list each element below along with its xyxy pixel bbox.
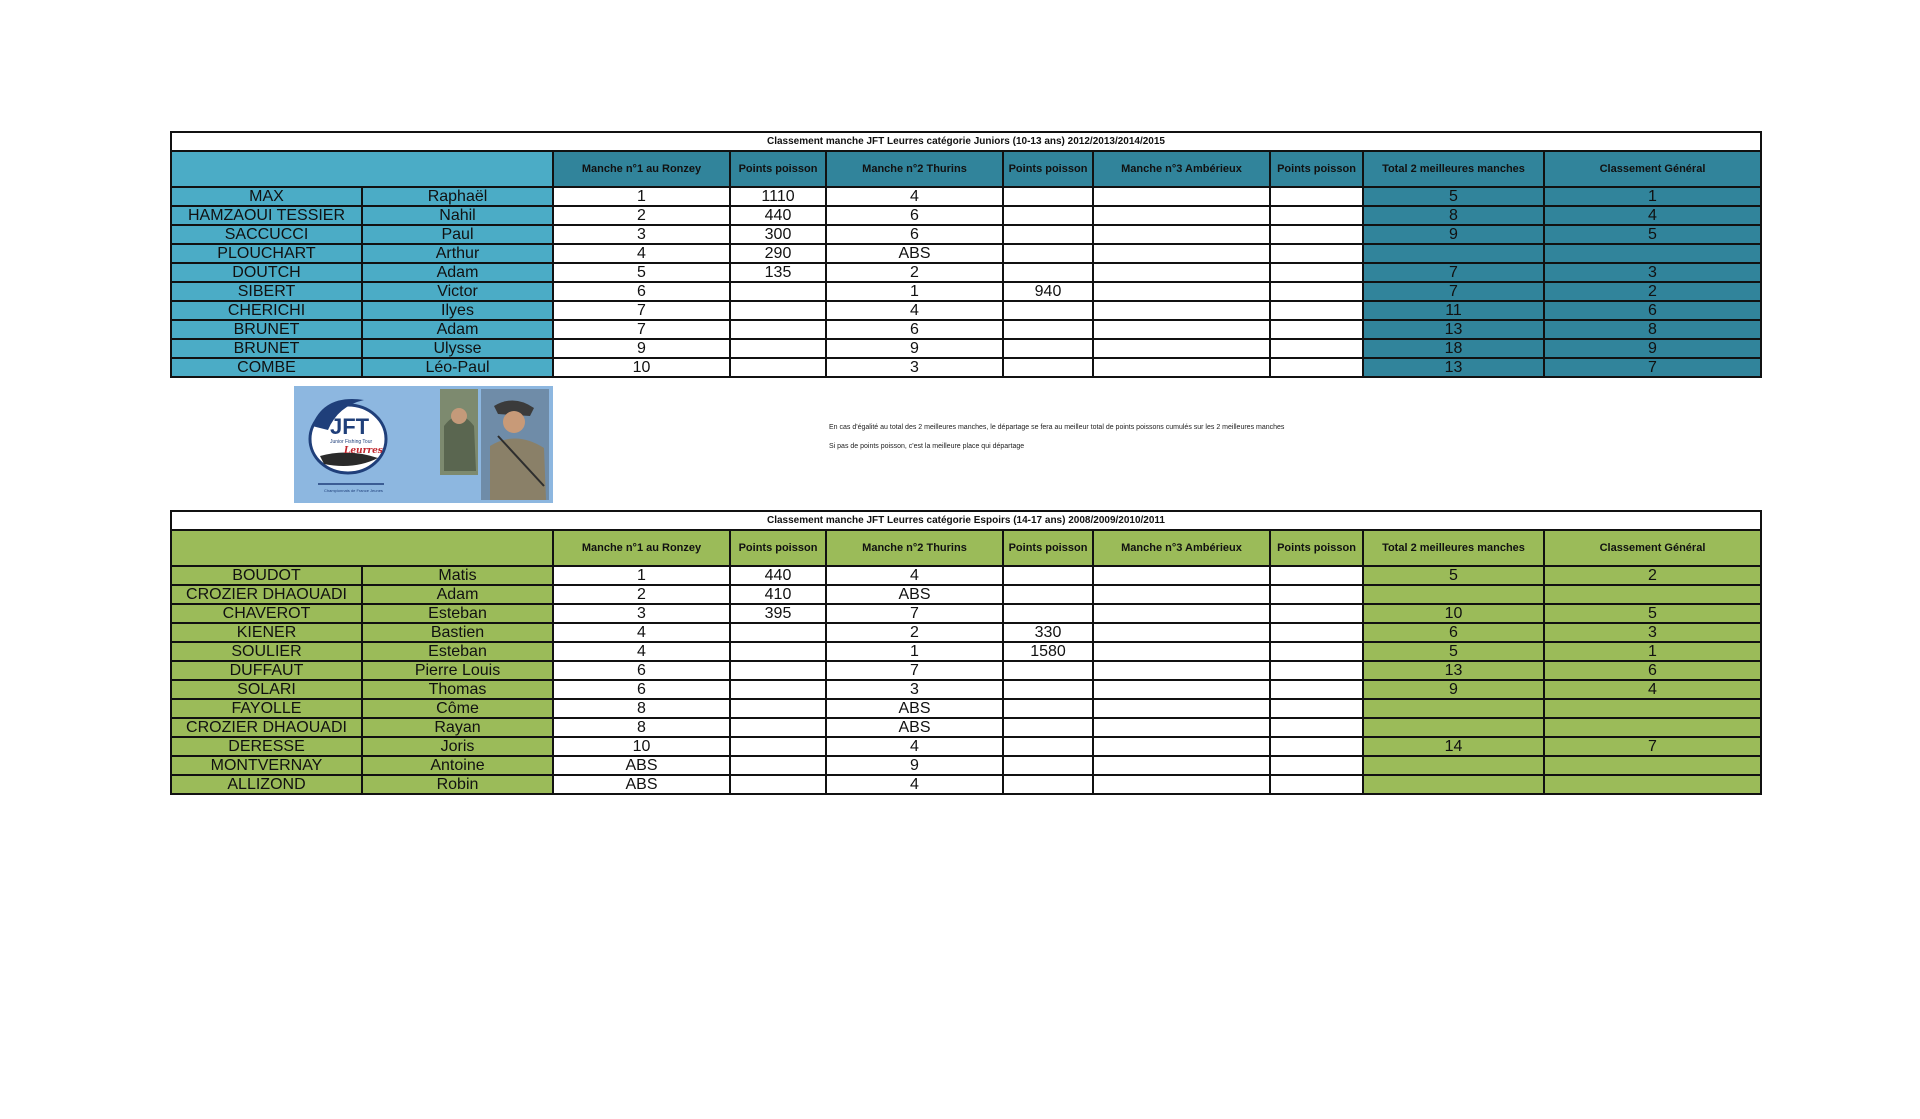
manche1-rank-cell: 3 — [553, 225, 730, 244]
manche2-rank-cell: 3 — [826, 358, 1003, 377]
first-name-cell: Thomas — [362, 680, 553, 699]
manche3-rank-cell — [1093, 623, 1270, 642]
total-best-two-cell — [1363, 756, 1544, 775]
header-blank — [171, 151, 553, 187]
table-row — [171, 642, 1761, 661]
manche3-points-cell — [1270, 339, 1363, 358]
header-manche3: Manche n°3 Ambérieux — [1093, 151, 1270, 187]
manche1-rank-cell: 9 — [553, 339, 730, 358]
manche1-rank-cell: 2 — [553, 206, 730, 225]
first-name-cell: Côme — [362, 699, 553, 718]
manche3-points-cell — [1270, 320, 1363, 339]
first-name-cell: Arthur — [362, 244, 553, 263]
manche1-rank-cell: 1 — [553, 566, 730, 585]
manche2-rank-cell: 9 — [826, 756, 1003, 775]
manche1-rank-cell: 2 — [553, 585, 730, 604]
manche2-rank-cell: ABS — [826, 718, 1003, 737]
manche2-rank-cell: 4 — [826, 775, 1003, 794]
espoirs-table — [170, 510, 1762, 795]
manche1-points-cell: 395 — [730, 604, 826, 623]
table-row — [171, 187, 1761, 206]
header-total: Total 2 meilleures manches — [1363, 530, 1544, 566]
manche2-rank-cell: ABS — [826, 244, 1003, 263]
manche2-rank-cell: 4 — [826, 737, 1003, 756]
general-ranking-cell: 3 — [1544, 263, 1761, 282]
general-ranking-cell — [1544, 718, 1761, 737]
manche3-rank-cell — [1093, 206, 1270, 225]
table-row — [171, 358, 1761, 377]
first-name-cell: Rayan — [362, 718, 553, 737]
manche2-points-cell — [1003, 585, 1093, 604]
manche3-rank-cell — [1093, 604, 1270, 623]
manche2-points-cell — [1003, 225, 1093, 244]
table-row — [171, 320, 1761, 339]
first-name-cell: Adam — [362, 585, 553, 604]
logo-caption: Championnats de France Jeunes — [324, 488, 383, 493]
manche3-points-cell — [1270, 244, 1363, 263]
total-best-two-cell: 7 — [1363, 263, 1544, 282]
general-ranking-cell: 1 — [1544, 642, 1761, 661]
manche3-rank-cell — [1093, 718, 1270, 737]
general-ranking-cell — [1544, 244, 1761, 263]
manche3-points-cell — [1270, 358, 1363, 377]
manche3-points-cell — [1270, 206, 1363, 225]
manche1-points-cell: 1110 — [730, 187, 826, 206]
manche2-rank-cell: 1 — [826, 642, 1003, 661]
manche1-points-cell — [730, 623, 826, 642]
manche2-rank-cell: 1 — [826, 282, 1003, 301]
juniors-table — [170, 131, 1762, 378]
manche3-points-cell — [1270, 699, 1363, 718]
general-ranking-cell: 6 — [1544, 301, 1761, 320]
last-name-cell: KIENER — [171, 623, 362, 642]
total-best-two-cell: 9 — [1363, 225, 1544, 244]
total-best-two-cell: 13 — [1363, 320, 1544, 339]
first-name-cell: Léo-Paul — [362, 358, 553, 377]
manche3-rank-cell — [1093, 699, 1270, 718]
header-points2: Points poisson — [1003, 151, 1093, 187]
manche3-rank-cell — [1093, 339, 1270, 358]
header-points3: Points poisson — [1270, 530, 1363, 566]
manche2-points-cell — [1003, 699, 1093, 718]
manche1-points-cell: 290 — [730, 244, 826, 263]
manche2-points-cell — [1003, 756, 1093, 775]
header-total: Total 2 meilleures manches — [1363, 151, 1544, 187]
manche1-rank-cell: ABS — [553, 775, 730, 794]
first-name-cell: Pierre Louis — [362, 661, 553, 680]
last-name-cell: HAMZAOUI TESSIER — [171, 206, 362, 225]
manche1-points-cell: 135 — [730, 263, 826, 282]
table-row — [171, 604, 1761, 623]
manche1-points-cell — [730, 775, 826, 794]
manche2-rank-cell: 2 — [826, 263, 1003, 282]
manche3-points-cell — [1270, 775, 1363, 794]
first-name-cell: Adam — [362, 263, 553, 282]
manche1-points-cell — [730, 358, 826, 377]
general-ranking-cell: 6 — [1544, 661, 1761, 680]
manche1-rank-cell: 7 — [553, 301, 730, 320]
manche1-points-cell — [730, 699, 826, 718]
total-best-two-cell: 5 — [1363, 187, 1544, 206]
manche3-points-cell — [1270, 718, 1363, 737]
header-points1: Points poisson — [730, 151, 826, 187]
general-ranking-cell: 9 — [1544, 339, 1761, 358]
first-name-cell: Joris — [362, 737, 553, 756]
total-best-two-cell — [1363, 699, 1544, 718]
manche3-points-cell — [1270, 301, 1363, 320]
table-row — [171, 756, 1761, 775]
manche1-points-cell — [730, 680, 826, 699]
manche1-rank-cell: 8 — [553, 718, 730, 737]
last-name-cell: FAYOLLE — [171, 699, 362, 718]
table-row — [171, 566, 1761, 585]
total-best-two-cell: 18 — [1363, 339, 1544, 358]
last-name-cell: ALLIZOND — [171, 775, 362, 794]
first-name-cell: Antoine — [362, 756, 553, 775]
manche3-points-cell — [1270, 737, 1363, 756]
manche3-rank-cell — [1093, 320, 1270, 339]
last-name-cell: COMBE — [171, 358, 362, 377]
last-name-cell: MAX — [171, 187, 362, 206]
general-ranking-cell — [1544, 699, 1761, 718]
manche3-rank-cell — [1093, 661, 1270, 680]
last-name-cell: CHERICHI — [171, 301, 362, 320]
manche2-rank-cell: 3 — [826, 680, 1003, 699]
manche2-points-cell — [1003, 604, 1093, 623]
manche3-rank-cell — [1093, 756, 1270, 775]
last-name-cell: SOULIER — [171, 642, 362, 661]
manche2-rank-cell: 7 — [826, 661, 1003, 680]
total-best-two-cell — [1363, 585, 1544, 604]
manche2-rank-cell: 6 — [826, 225, 1003, 244]
last-name-cell: BRUNET — [171, 320, 362, 339]
last-name-cell: MONTVERNAY — [171, 756, 362, 775]
logo-brand: JFT — [330, 414, 370, 439]
general-ranking-cell — [1544, 585, 1761, 604]
total-best-two-cell: 5 — [1363, 642, 1544, 661]
manche3-rank-cell — [1093, 244, 1270, 263]
manche1-points-cell — [730, 737, 826, 756]
manche1-rank-cell: 4 — [553, 642, 730, 661]
total-best-two-cell — [1363, 718, 1544, 737]
table-row — [171, 282, 1761, 301]
first-name-cell: Raphaël — [362, 187, 553, 206]
header-points3: Points poisson — [1270, 151, 1363, 187]
manche1-rank-cell: 10 — [553, 358, 730, 377]
table-row — [171, 737, 1761, 756]
header-points2: Points poisson — [1003, 530, 1093, 566]
table-row — [171, 339, 1761, 358]
manche1-rank-cell: 1 — [553, 187, 730, 206]
last-name-cell: CROZIER DHAOUADI — [171, 585, 362, 604]
first-name-cell: Victor — [362, 282, 553, 301]
first-name-cell: Esteban — [362, 642, 553, 661]
table-row — [171, 699, 1761, 718]
manche1-points-cell: 410 — [730, 585, 826, 604]
manche1-rank-cell: 3 — [553, 604, 730, 623]
manche2-rank-cell: 6 — [826, 206, 1003, 225]
last-name-cell: BOUDOT — [171, 566, 362, 585]
manche1-rank-cell: 6 — [553, 661, 730, 680]
total-best-two-cell: 13 — [1363, 661, 1544, 680]
manche1-rank-cell: 4 — [553, 623, 730, 642]
manche1-rank-cell: 6 — [553, 282, 730, 301]
manche1-points-cell — [730, 756, 826, 775]
manche1-rank-cell: 7 — [553, 320, 730, 339]
header-blank — [171, 530, 553, 566]
total-best-two-cell — [1363, 775, 1544, 794]
manche3-rank-cell — [1093, 187, 1270, 206]
total-best-two-cell: 10 — [1363, 604, 1544, 623]
table-row — [171, 775, 1761, 794]
manche1-points-cell: 300 — [730, 225, 826, 244]
total-best-two-cell — [1363, 244, 1544, 263]
logo-subtitle: Junior Fishing Tour — [330, 439, 373, 445]
general-ranking-cell: 4 — [1544, 206, 1761, 225]
table-row — [171, 680, 1761, 699]
manche2-points-cell: 1580 — [1003, 642, 1093, 661]
manche3-rank-cell — [1093, 737, 1270, 756]
table-title: Classement manche JFT Leurres catégorie Juniors (10-13 ans) 2012/2013/2014/2015 — [171, 132, 1761, 151]
jft-logo-graphic — [294, 386, 553, 503]
general-ranking-cell: 2 — [1544, 282, 1761, 301]
manche2-rank-cell: 4 — [826, 187, 1003, 206]
manche2-points-cell — [1003, 301, 1093, 320]
manche1-points-cell — [730, 661, 826, 680]
last-name-cell: PLOUCHART — [171, 244, 362, 263]
manche3-rank-cell — [1093, 263, 1270, 282]
manche2-rank-cell: 4 — [826, 566, 1003, 585]
table-row — [171, 301, 1761, 320]
table-row — [171, 244, 1761, 263]
manche3-rank-cell — [1093, 282, 1270, 301]
total-best-two-cell: 8 — [1363, 206, 1544, 225]
manche1-points-cell — [730, 320, 826, 339]
header-manche2: Manche n°2 Thurins — [826, 530, 1003, 566]
manche1-points-cell: 440 — [730, 206, 826, 225]
last-name-cell: SIBERT — [171, 282, 362, 301]
manche2-points-cell — [1003, 358, 1093, 377]
manche3-rank-cell — [1093, 566, 1270, 585]
last-name-cell: DERESSE — [171, 737, 362, 756]
manche2-points-cell — [1003, 206, 1093, 225]
manche1-points-cell — [730, 339, 826, 358]
manche2-points-cell — [1003, 244, 1093, 263]
manche1-rank-cell: 6 — [553, 680, 730, 699]
manche3-points-cell — [1270, 585, 1363, 604]
last-name-cell: SACCUCCI — [171, 225, 362, 244]
general-ranking-cell — [1544, 775, 1761, 794]
manche2-points-cell — [1003, 339, 1093, 358]
manche1-points-cell — [730, 718, 826, 737]
logo-script: Leurres — [344, 446, 383, 456]
general-ranking-cell: 7 — [1544, 737, 1761, 756]
manche3-rank-cell — [1093, 680, 1270, 699]
jft-logo — [294, 386, 553, 503]
note-no-points: Si pas de points poisson, c'est la meilleure place qui départage — [829, 443, 1025, 450]
table-row — [171, 263, 1761, 282]
manche3-points-cell — [1270, 566, 1363, 585]
table-row — [171, 225, 1761, 244]
manche2-points-cell — [1003, 718, 1093, 737]
manche2-rank-cell: 6 — [826, 320, 1003, 339]
general-ranking-cell: 1 — [1544, 187, 1761, 206]
general-ranking-cell: 7 — [1544, 358, 1761, 377]
manche1-points-cell: 440 — [730, 566, 826, 585]
manche2-points-cell — [1003, 566, 1093, 585]
total-best-two-cell: 11 — [1363, 301, 1544, 320]
first-name-cell: Nahil — [362, 206, 553, 225]
total-best-two-cell: 5 — [1363, 566, 1544, 585]
manche3-rank-cell — [1093, 775, 1270, 794]
manche2-points-cell — [1003, 263, 1093, 282]
first-name-cell: Robin — [362, 775, 553, 794]
table-title: Classement manche JFT Leurres catégorie Espoirs (14-17 ans) 2008/2009/2010/2011 — [171, 511, 1761, 530]
total-best-two-cell: 6 — [1363, 623, 1544, 642]
manche3-points-cell — [1270, 680, 1363, 699]
total-best-two-cell: 14 — [1363, 737, 1544, 756]
manche3-rank-cell — [1093, 225, 1270, 244]
table-row — [171, 718, 1761, 737]
general-ranking-cell: 2 — [1544, 566, 1761, 585]
manche3-points-cell — [1270, 642, 1363, 661]
last-name-cell: CROZIER DHAOUADI — [171, 718, 362, 737]
manche2-points-cell — [1003, 737, 1093, 756]
manche2-points-cell: 940 — [1003, 282, 1093, 301]
general-ranking-cell — [1544, 756, 1761, 775]
manche1-rank-cell: 8 — [553, 699, 730, 718]
last-name-cell: DOUTCH — [171, 263, 362, 282]
manche2-rank-cell: 2 — [826, 623, 1003, 642]
manche2-rank-cell: 9 — [826, 339, 1003, 358]
header-manche2: Manche n°2 Thurins — [826, 151, 1003, 187]
manche1-rank-cell: 5 — [553, 263, 730, 282]
general-ranking-cell: 5 — [1544, 225, 1761, 244]
table-row — [171, 585, 1761, 604]
note-tiebreak: En cas d'égalité au total des 2 meilleures manches, le départage se fera au meilleur total de points poissons cumulés sur les 2 meilleures manches — [829, 424, 1285, 431]
manche2-points-cell — [1003, 320, 1093, 339]
manche2-points-cell — [1003, 680, 1093, 699]
manche3-points-cell — [1270, 187, 1363, 206]
table-row — [171, 623, 1761, 642]
header-classement: Classement Général — [1544, 151, 1761, 187]
header-manche3: Manche n°3 Ambérieux — [1093, 530, 1270, 566]
total-best-two-cell: 7 — [1363, 282, 1544, 301]
header-points1: Points poisson — [730, 530, 826, 566]
table-row — [171, 661, 1761, 680]
first-name-cell: Matis — [362, 566, 553, 585]
manche1-points-cell — [730, 642, 826, 661]
header-manche1: Manche n°1 au Ronzey — [553, 151, 730, 187]
general-ranking-cell: 8 — [1544, 320, 1761, 339]
manche2-points-cell — [1003, 775, 1093, 794]
header-manche1: Manche n°1 au Ronzey — [553, 530, 730, 566]
manche2-rank-cell: ABS — [826, 699, 1003, 718]
manche2-points-cell — [1003, 661, 1093, 680]
manche2-points-cell — [1003, 187, 1093, 206]
table-row — [171, 206, 1761, 225]
manche3-rank-cell — [1093, 642, 1270, 661]
manche3-rank-cell — [1093, 358, 1270, 377]
manche3-rank-cell — [1093, 301, 1270, 320]
manche3-points-cell — [1270, 282, 1363, 301]
manche2-rank-cell: ABS — [826, 585, 1003, 604]
manche3-points-cell — [1270, 623, 1363, 642]
general-ranking-cell: 4 — [1544, 680, 1761, 699]
first-name-cell: Paul — [362, 225, 553, 244]
manche2-rank-cell: 7 — [826, 604, 1003, 623]
header-classement: Classement Général — [1544, 530, 1761, 566]
manche3-points-cell — [1270, 225, 1363, 244]
manche1-points-cell — [730, 282, 826, 301]
general-ranking-cell: 5 — [1544, 604, 1761, 623]
first-name-cell: Esteban — [362, 604, 553, 623]
first-name-cell: Ilyes — [362, 301, 553, 320]
manche1-rank-cell: 4 — [553, 244, 730, 263]
manche2-points-cell: 330 — [1003, 623, 1093, 642]
total-best-two-cell: 13 — [1363, 358, 1544, 377]
manche3-points-cell — [1270, 661, 1363, 680]
manche1-rank-cell: ABS — [553, 756, 730, 775]
manche3-points-cell — [1270, 604, 1363, 623]
total-best-two-cell: 9 — [1363, 680, 1544, 699]
general-ranking-cell: 3 — [1544, 623, 1761, 642]
first-name-cell: Bastien — [362, 623, 553, 642]
last-name-cell: BRUNET — [171, 339, 362, 358]
manche3-points-cell — [1270, 756, 1363, 775]
manche3-rank-cell — [1093, 585, 1270, 604]
last-name-cell: SOLARI — [171, 680, 362, 699]
last-name-cell: DUFFAUT — [171, 661, 362, 680]
last-name-cell: CHAVEROT — [171, 604, 362, 623]
manche2-rank-cell: 4 — [826, 301, 1003, 320]
manche1-rank-cell: 10 — [553, 737, 730, 756]
first-name-cell: Adam — [362, 320, 553, 339]
first-name-cell: Ulysse — [362, 339, 553, 358]
manche1-points-cell — [730, 301, 826, 320]
manche3-points-cell — [1270, 263, 1363, 282]
